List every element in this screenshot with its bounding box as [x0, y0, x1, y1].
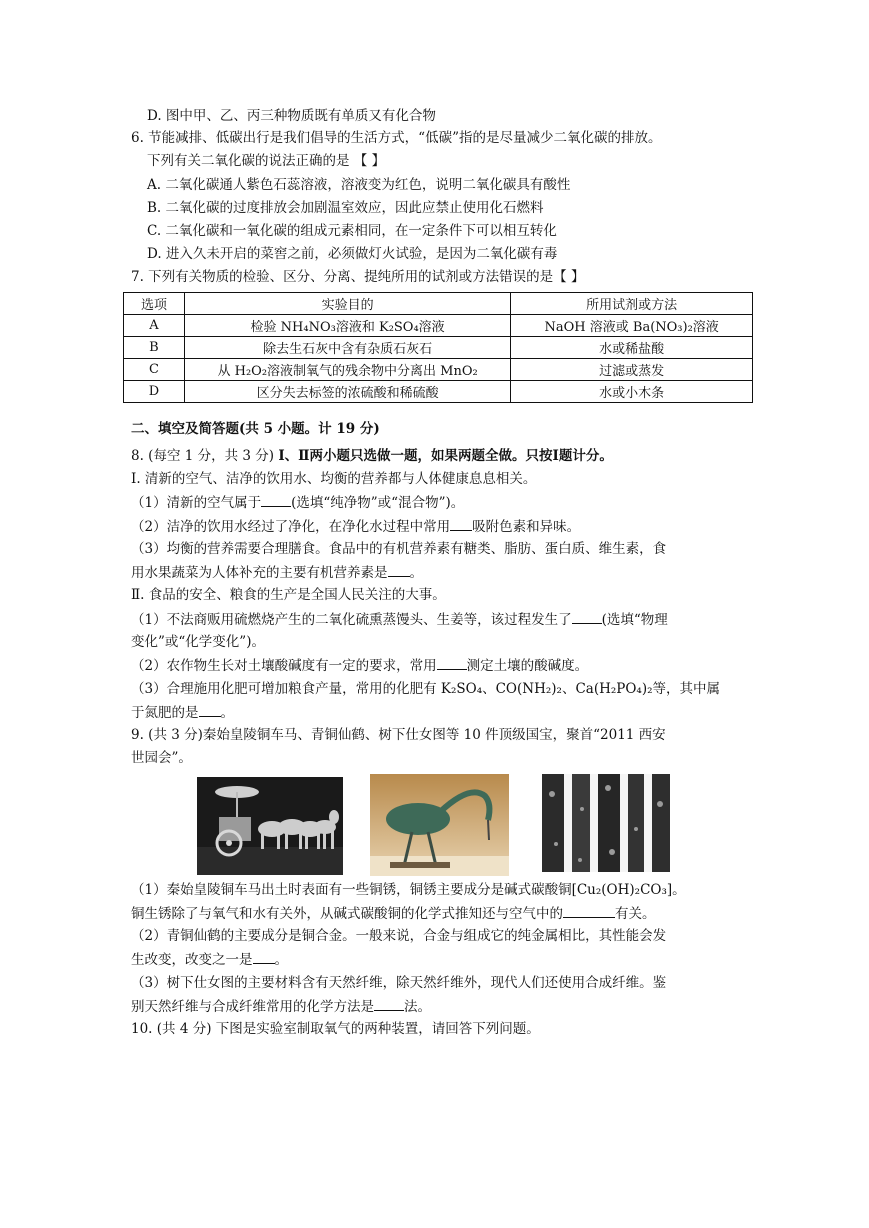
- q9-p3-text: 别天然纤维与合成纤维常用的化学方法是: [131, 999, 374, 1015]
- q8-ii3-text: 于氮肥的是: [131, 705, 199, 721]
- answer-blank[interactable]: [572, 609, 602, 624]
- q9-p2-text: 生改变，改变之一是: [131, 952, 253, 968]
- q7-stem: 7. 下列有关物质的检验、区分、分离、提纯所用的试剂或方法错误的是【 】: [131, 269, 585, 285]
- answer-blank[interactable]: [388, 562, 410, 577]
- table-cell: 检验 NH₄NO₃溶液和 K₂SO₄溶液: [184, 315, 510, 337]
- q8-i1-text: （1）清新的空气属于: [131, 495, 262, 511]
- q9-part3-line2: [131, 996, 431, 1017]
- q5-option-d: D. 图中甲、乙、丙三种物质既有单质又有化合物: [147, 108, 436, 124]
- q8-i1-text-end: (选填“纯净物”或“混合物”)。: [291, 495, 465, 511]
- q8-intro-text: 8. (每空 1 分，共 3 分): [131, 448, 279, 464]
- q8-ii2-text: （2）农作物生长对土壤酸碱度有一定的要求，常用: [131, 658, 437, 674]
- answer-blank[interactable]: [199, 702, 221, 717]
- answer-blank[interactable]: [563, 903, 615, 918]
- lady-under-tree-painting: [542, 774, 670, 872]
- q8-ii1-text: （1）不法商贩用硫燃烧产生的二氧化硫熏蒸馒头、生姜等，该过程发生了: [131, 612, 572, 628]
- q8-i3-line1: （3）均衡的营养需要合理膳食。食品中的有机营养素有糖类、脂肪、蛋白质、维生素，食: [131, 541, 667, 557]
- table-row: [124, 381, 753, 403]
- table-cell: 从 H₂O₂溶液制氧气的残余物中分离出 MnO₂: [184, 359, 510, 381]
- q9-part2-line2: [131, 949, 288, 970]
- q8-i2-text: （2）洁净的饮用水经过了净化，在净化水过程中常用: [131, 519, 451, 535]
- q8-intro: [131, 446, 613, 466]
- table-cell: 水或小木条: [511, 381, 753, 403]
- table-cell: 除去生石灰中含有杂质石灰石: [184, 337, 510, 359]
- table-cell: A: [124, 315, 185, 337]
- q8-i3-text: 用水果蔬菜为人体补充的主要有机营养素是: [131, 565, 388, 581]
- table-cell: NaOH 溶液或 Ba(NO₃)₂溶液: [511, 315, 753, 337]
- q8-ii2: [131, 655, 588, 676]
- table-cell: 区分失去标签的浓硫酸和稀硫酸: [184, 381, 510, 403]
- q6-stem: 6. 节能减排、低碳出行是我们倡导的生活方式，“低碳”指的是尽量减少二氧化碳的排放。: [131, 130, 662, 146]
- q6-stem-cont: 下列有关二氧化碳的说法正确的是 【 】: [147, 153, 386, 169]
- q9-stem-cont: 世园会”。: [131, 750, 192, 766]
- q7-table: [123, 292, 753, 403]
- table-cell: D: [124, 381, 185, 403]
- table-cell: B: [124, 337, 185, 359]
- q6-option-c: C. 二氧化碳和一氧化碳的组成元素相同，在一定条件下可以相互转化: [147, 223, 557, 239]
- q9-part1-line2: [131, 903, 656, 924]
- q8-i2: [131, 516, 580, 537]
- q10-stem: 10. (共 4 分) 下图是实验室制取氧气的两种装置，请回答下列问题。: [131, 1021, 540, 1037]
- answer-blank[interactable]: [450, 516, 472, 531]
- answer-blank[interactable]: [261, 492, 291, 507]
- table-cell: 水或稀盐酸: [511, 337, 753, 359]
- table-header-cell: 选项: [124, 293, 185, 315]
- table-header-row: [124, 293, 753, 315]
- q9-part1-line1: （1）秦始皇陵铜车马出土时表面有一些铜锈，铜锈主要成分是碱式碳酸铜[Cu₂(OH)₂CO₃]。: [131, 882, 686, 898]
- bronze-crane-photo: [370, 774, 509, 876]
- q8-i3-line2: [131, 562, 423, 583]
- table-row: [124, 337, 753, 359]
- q6-option-a: A. 二氧化碳通人紫色石蕊溶液，溶液变为红色，说明二氧化碳具有酸性: [147, 177, 571, 193]
- q6-option-b: B. 二氧化碳的过度排放会加剧温室效应，因此应禁止使用化石燃料: [147, 200, 544, 216]
- q9-stem: 9. (共 3 分)秦始皇陵铜车马、青铜仙鹤、树下仕女图等 10 件顶级国宝，聚首“2011 西安: [131, 727, 666, 743]
- q8-ii1-line1: [131, 609, 668, 630]
- q8-i1: [131, 492, 464, 513]
- q8-ii3-line1: （3）合理施用化肥可增加粮食产量，常用的化肥有 K₂SO₄、CO(NH₂)₂、Ca(H₂PO₄)₂等，其中属: [131, 681, 721, 697]
- q8-i2-text-end: 吸附色素和异味。: [472, 519, 581, 535]
- q9-p2-text-end: 。: [274, 952, 288, 968]
- q8-ii1-line2: 变化”或“化学变化”)。: [131, 634, 265, 650]
- q8-ii3-text-end: 。: [220, 705, 234, 721]
- q8-ii2-text-end: 测定土壤的酸碱度。: [466, 658, 589, 674]
- table-cell: 过滤或蒸发: [511, 359, 753, 381]
- q9-part3-line1: （3）树下仕女图的主要材料含有天然纤维，除天然纤维外，现代人们还使用合成纤维。鉴: [131, 975, 667, 991]
- q8-part-ii-title: Ⅱ. 食品的安全、粮食的生产是全国人民关注的大事。: [131, 587, 446, 603]
- q6-option-d: D. 进入久未开启的菜窖之前，必须做灯火试验，是因为二氧化碳有毒: [147, 246, 558, 262]
- q9-part2-line1: （2）青铜仙鹤的主要成分是铜合金。一般来说，合金与组成它的纯金属相比，其性能会发: [131, 928, 667, 944]
- q8-part-i-title: Ⅰ. 清新的空气、洁净的饮用水、均衡的营养都与人体健康息息相关。: [131, 471, 537, 487]
- table-row: [124, 359, 753, 381]
- bronze-chariot-photo: [197, 777, 343, 875]
- table-header-cell: 所用试剂或方法: [511, 293, 753, 315]
- table-header-cell: 实验目的: [184, 293, 510, 315]
- q9-p1-text: 铜生锈除了与氧气和水有关外，从碱式碳酸铜的化学式推知还与空气中的: [131, 906, 563, 922]
- answer-blank[interactable]: [374, 996, 404, 1011]
- q9-p3-text-end: 法。: [404, 999, 431, 1015]
- q8-ii1-text-end: (选填“物理: [601, 612, 668, 628]
- answer-blank[interactable]: [253, 949, 275, 964]
- answer-blank[interactable]: [437, 655, 467, 670]
- q8-i3-text-end: 。: [409, 565, 423, 581]
- table-cell: C: [124, 359, 185, 381]
- q8-instruction: Ⅰ、Ⅱ两小题只选做一题，如果两题全做。只按Ⅰ题计分。: [278, 448, 613, 464]
- table-row: [124, 315, 753, 337]
- q8-ii3-line2: [131, 702, 234, 723]
- q9-p1-text-end: 有关。: [615, 906, 656, 922]
- section-2-title: 二、填空及简答题(共 5 小题。计 19 分): [131, 421, 380, 437]
